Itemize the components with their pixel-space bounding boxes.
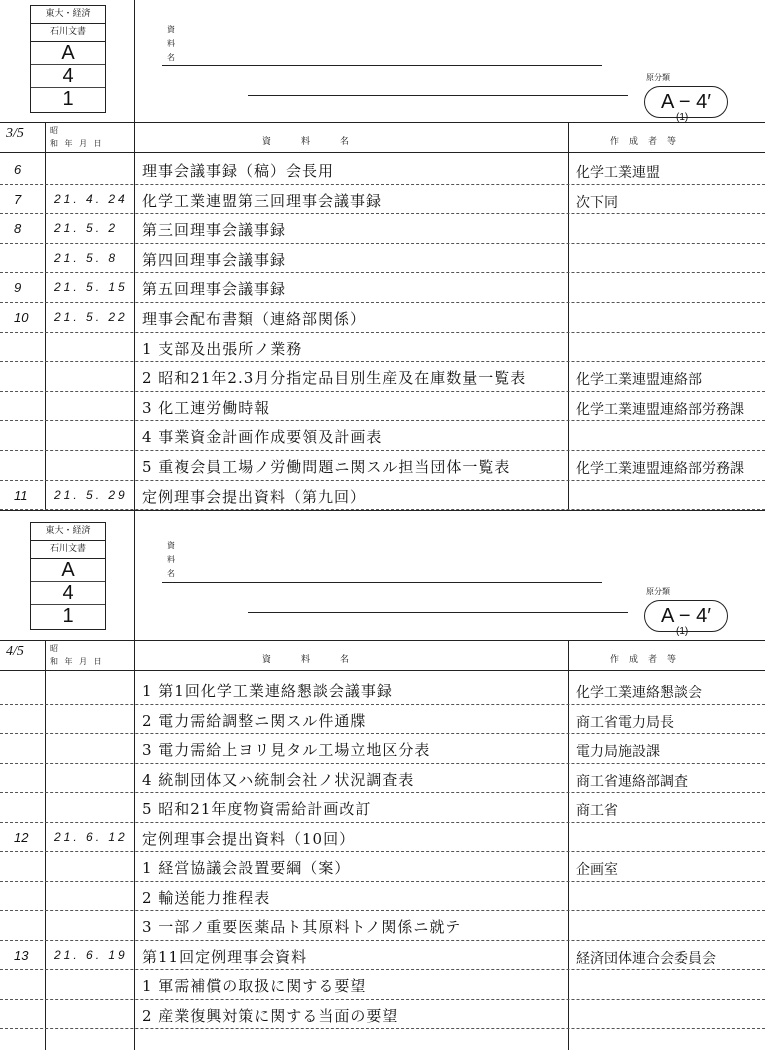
- row-title: 定例理事会提出資料（10回）: [142, 829, 356, 848]
- row-title: 第五回理事会議事録: [142, 280, 287, 299]
- row-rule: [0, 184, 765, 185]
- label-shiryo: 資: [167, 25, 175, 34]
- header-author: 作成者等: [610, 137, 687, 147]
- row-title: 2 産業復興対策に関する当面の要望: [142, 1006, 399, 1025]
- row-title: 第11回定例理事会資料: [142, 947, 308, 966]
- row-title: 2 昭和21年2.3月分指定品目別生産及在庫数量一覧表: [142, 369, 527, 388]
- row-date: 21. 5. 15: [54, 280, 128, 295]
- row-title: 理事会配布書類（連絡部関係）: [142, 310, 367, 328]
- label-ryo: 料: [167, 39, 175, 48]
- row-rule: [0, 910, 765, 911]
- row-title: 3 化工連労働時報: [142, 398, 271, 417]
- page-number-2: 4/5: [6, 644, 24, 659]
- row-number: 9: [14, 280, 22, 296]
- header-date-2: 和 年 月 日: [50, 657, 104, 666]
- row-rule: [0, 763, 765, 764]
- row-rule: [0, 302, 765, 303]
- row-rule: [0, 361, 765, 362]
- stamp-owner: 東大・経済: [31, 6, 105, 24]
- bunrui-label-2: 原分類: [646, 587, 670, 596]
- row-number: 7: [14, 191, 22, 207]
- label-shiryo-2: 資: [167, 541, 175, 550]
- stamp-sub: 1: [62, 605, 74, 627]
- row-author: 化学工業連盟: [576, 165, 660, 181]
- row-date: 21. 5. 8: [54, 250, 119, 265]
- row-title: 2 輸送能力推程表: [142, 888, 271, 907]
- row-rule: [0, 332, 765, 333]
- row-title: 1 経営協議会設置要綱（案）: [142, 859, 351, 877]
- row-author: 化学工業連盟連絡部: [576, 372, 702, 389]
- row-rule: [0, 213, 765, 214]
- row-title: 3 一部ノ重要医薬品ト其原料トノ関係ニ就テ: [142, 918, 462, 936]
- row-author: 商工省電力局長: [576, 714, 674, 731]
- stamp-number: 4: [31, 65, 105, 88]
- stamp-owner: 東大・経済: [31, 523, 105, 541]
- row-rule: [0, 999, 765, 1000]
- bunrui-sub: (1): [676, 112, 689, 123]
- row-title: 理事会議事録（稿）会長用: [142, 162, 335, 180]
- row-author: 化学工業連盟連絡部労務課: [576, 401, 744, 418]
- row-author: 電力局施設課: [576, 744, 660, 760]
- row-date: 21. 6. 19: [54, 947, 128, 962]
- row-title: 3 電力需給上ヨリ見タル工場立地区分表: [142, 741, 431, 759]
- row-rule: [0, 881, 765, 882]
- label-mei: 名: [167, 53, 175, 62]
- row-author: 化学工業連絡懇談会: [576, 685, 702, 701]
- row-number: 6: [14, 162, 22, 177]
- row-rule: [0, 450, 765, 451]
- row-number: 13: [14, 947, 29, 963]
- row-author: 経済団体連合会委員会: [576, 950, 716, 967]
- row-title: 1 第1回化学工業連絡懇談会議事録: [142, 682, 393, 700]
- header-author-2: 作成者等: [610, 655, 687, 665]
- row-author: 商工省: [576, 803, 618, 819]
- row-rule: [0, 480, 765, 481]
- row-rule: [0, 969, 765, 970]
- row-rule: [0, 822, 765, 823]
- header-title-2: 資料名: [262, 655, 380, 665]
- stamp-number: 4: [31, 582, 105, 605]
- row-title: 4 事業資金計画作成要領及計画表: [142, 428, 383, 447]
- bunrui-sub-2: (1): [676, 626, 689, 637]
- row-date: 21. 5. 2: [54, 221, 119, 236]
- row-author: 商工省連絡部調査: [576, 773, 688, 790]
- row-number: 8: [14, 221, 22, 237]
- row-title: 第三回理事会議事録: [142, 221, 287, 240]
- row-title: 定例理事会提出資料（第九回）: [142, 487, 367, 506]
- stamp-collection: 石川文書: [31, 24, 105, 42]
- row-number: 10: [14, 310, 29, 325]
- row-rule: [0, 243, 765, 244]
- archive-stamp: [30, 5, 106, 113]
- row-title: 第四回理事会議事録: [142, 250, 287, 269]
- row-date: 21. 5. 22: [54, 310, 128, 324]
- row-rule: [0, 851, 765, 852]
- row-title: 5 重複会員工場ノ労働問題ニ関スル担当団体一覧表: [142, 458, 511, 476]
- row-rule: [0, 940, 765, 941]
- row-rule: [0, 391, 765, 392]
- row-rule: [0, 420, 765, 421]
- row-author: 次下同: [576, 194, 618, 211]
- row-number: 12: [14, 829, 29, 845]
- row-number: 11: [14, 487, 28, 503]
- header-era-2: 昭: [50, 644, 58, 653]
- row-rule: [0, 792, 765, 793]
- row-title: 2 電力需給調整ニ関スル件通牒: [142, 711, 367, 730]
- stamp-series: A: [31, 559, 105, 582]
- stamp-series: A: [31, 42, 105, 65]
- bunrui-label: 原分類: [646, 73, 670, 82]
- bunrui-code: A − 4′: [644, 86, 728, 118]
- row-title: 化学工業連盟第三回理事会議事録: [142, 191, 383, 210]
- header-era: 昭: [50, 126, 58, 135]
- header-date: 和 年 月 日: [50, 139, 104, 148]
- row-author: 企画室: [576, 862, 618, 878]
- row-date: 21. 6. 12: [54, 829, 128, 844]
- archive-stamp-2: [30, 522, 106, 630]
- stamp-sub: 1: [62, 88, 74, 110]
- row-rule: [0, 704, 765, 705]
- row-title: 5 昭和21年度物資需給計画改訂: [142, 800, 372, 818]
- row-date: 21. 5. 29: [54, 487, 128, 502]
- row-title: 1 支部及出張所ノ業務: [142, 339, 303, 358]
- row-date: 21. 4. 24: [54, 191, 128, 206]
- page-number: 3/5: [6, 126, 24, 141]
- row-rule: [0, 272, 765, 273]
- bunrui-code-2: A − 4′: [644, 600, 728, 632]
- row-title: 4 統制団体又ハ統制会社ノ状況調査表: [142, 770, 415, 789]
- row-rule: [0, 1028, 765, 1029]
- label-ryo-2: 料: [167, 555, 175, 564]
- row-title: 1 軍需補償の取扱に関する要望: [142, 977, 367, 995]
- row-rule: [0, 733, 765, 734]
- stamp-collection: 石川文書: [31, 541, 105, 559]
- header-title: 資料名: [262, 137, 380, 147]
- label-mei-2: 名: [167, 569, 175, 578]
- row-author: 化学工業連盟連絡部労務課: [576, 461, 744, 477]
